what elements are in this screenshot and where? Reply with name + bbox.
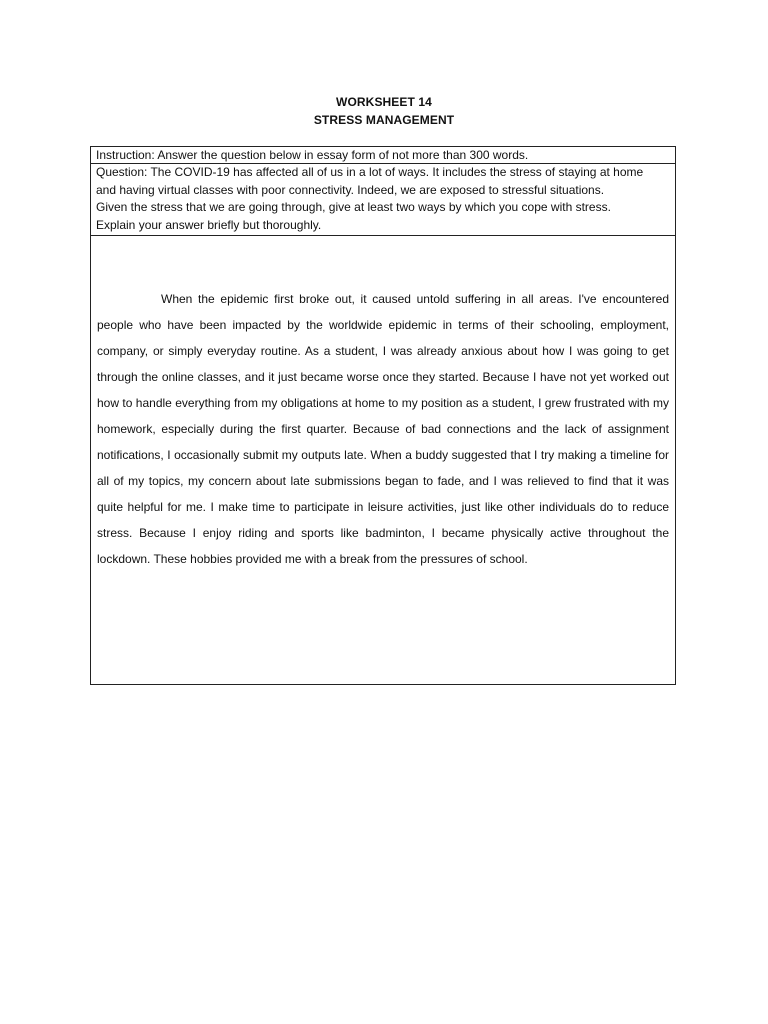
question-line: Explain your answer briefly but thoroughly. <box>96 217 322 232</box>
question-line: Question: The COVID-19 has affected all of us in a lot of ways. It includes the stress of staying at home <box>96 165 644 179</box>
instruction-row: Instruction: Answer the question below in essay form of not more than 300 words. <box>91 147 675 164</box>
question-row <box>91 164 675 236</box>
worksheet-subtitle: STRESS MANAGEMENT <box>313 113 455 127</box>
worksheet-title: WORKSHEET 14 <box>336 95 432 109</box>
question-line: and having virtual classes with poor connectivity. Indeed, we are exposed to stressful situations. <box>96 182 605 197</box>
question-line: Given the stress that we are going through, give at least two ways by which you cope with stress. <box>96 200 611 214</box>
answer-essay: When the epidemic first broke out, it caused untold suffering in all areas. I've encountered people who have been impacted by the worldwide epidemic in terms of their schooling, employment, company, or simply everyday routine. As a student, I was already anxious about how I was going to get through the online classes, and it just became worse once they started. Because I have not yet worked out how to handle everything from my obligations at home to my position as a student, I grew frustrated with my homework, especially during the first quarter. Because of bad connections and the lack of assignment notifications, I occasionally submit my outputs late. When a buddy suggested that I try making a timeline for all of my topics, my concern about late submissions began to fade, and I was relieved to find that it was quite helpful for me. I make time to participate in leisure activities, just like other individuals do to reduce stress. Because I enjoy riding and sports like badminton, I became physically active throughout the lockdown. These hobbies provided me with a break from the pressures of school. <box>97 292 669 566</box>
worksheet-table <box>90 146 676 685</box>
